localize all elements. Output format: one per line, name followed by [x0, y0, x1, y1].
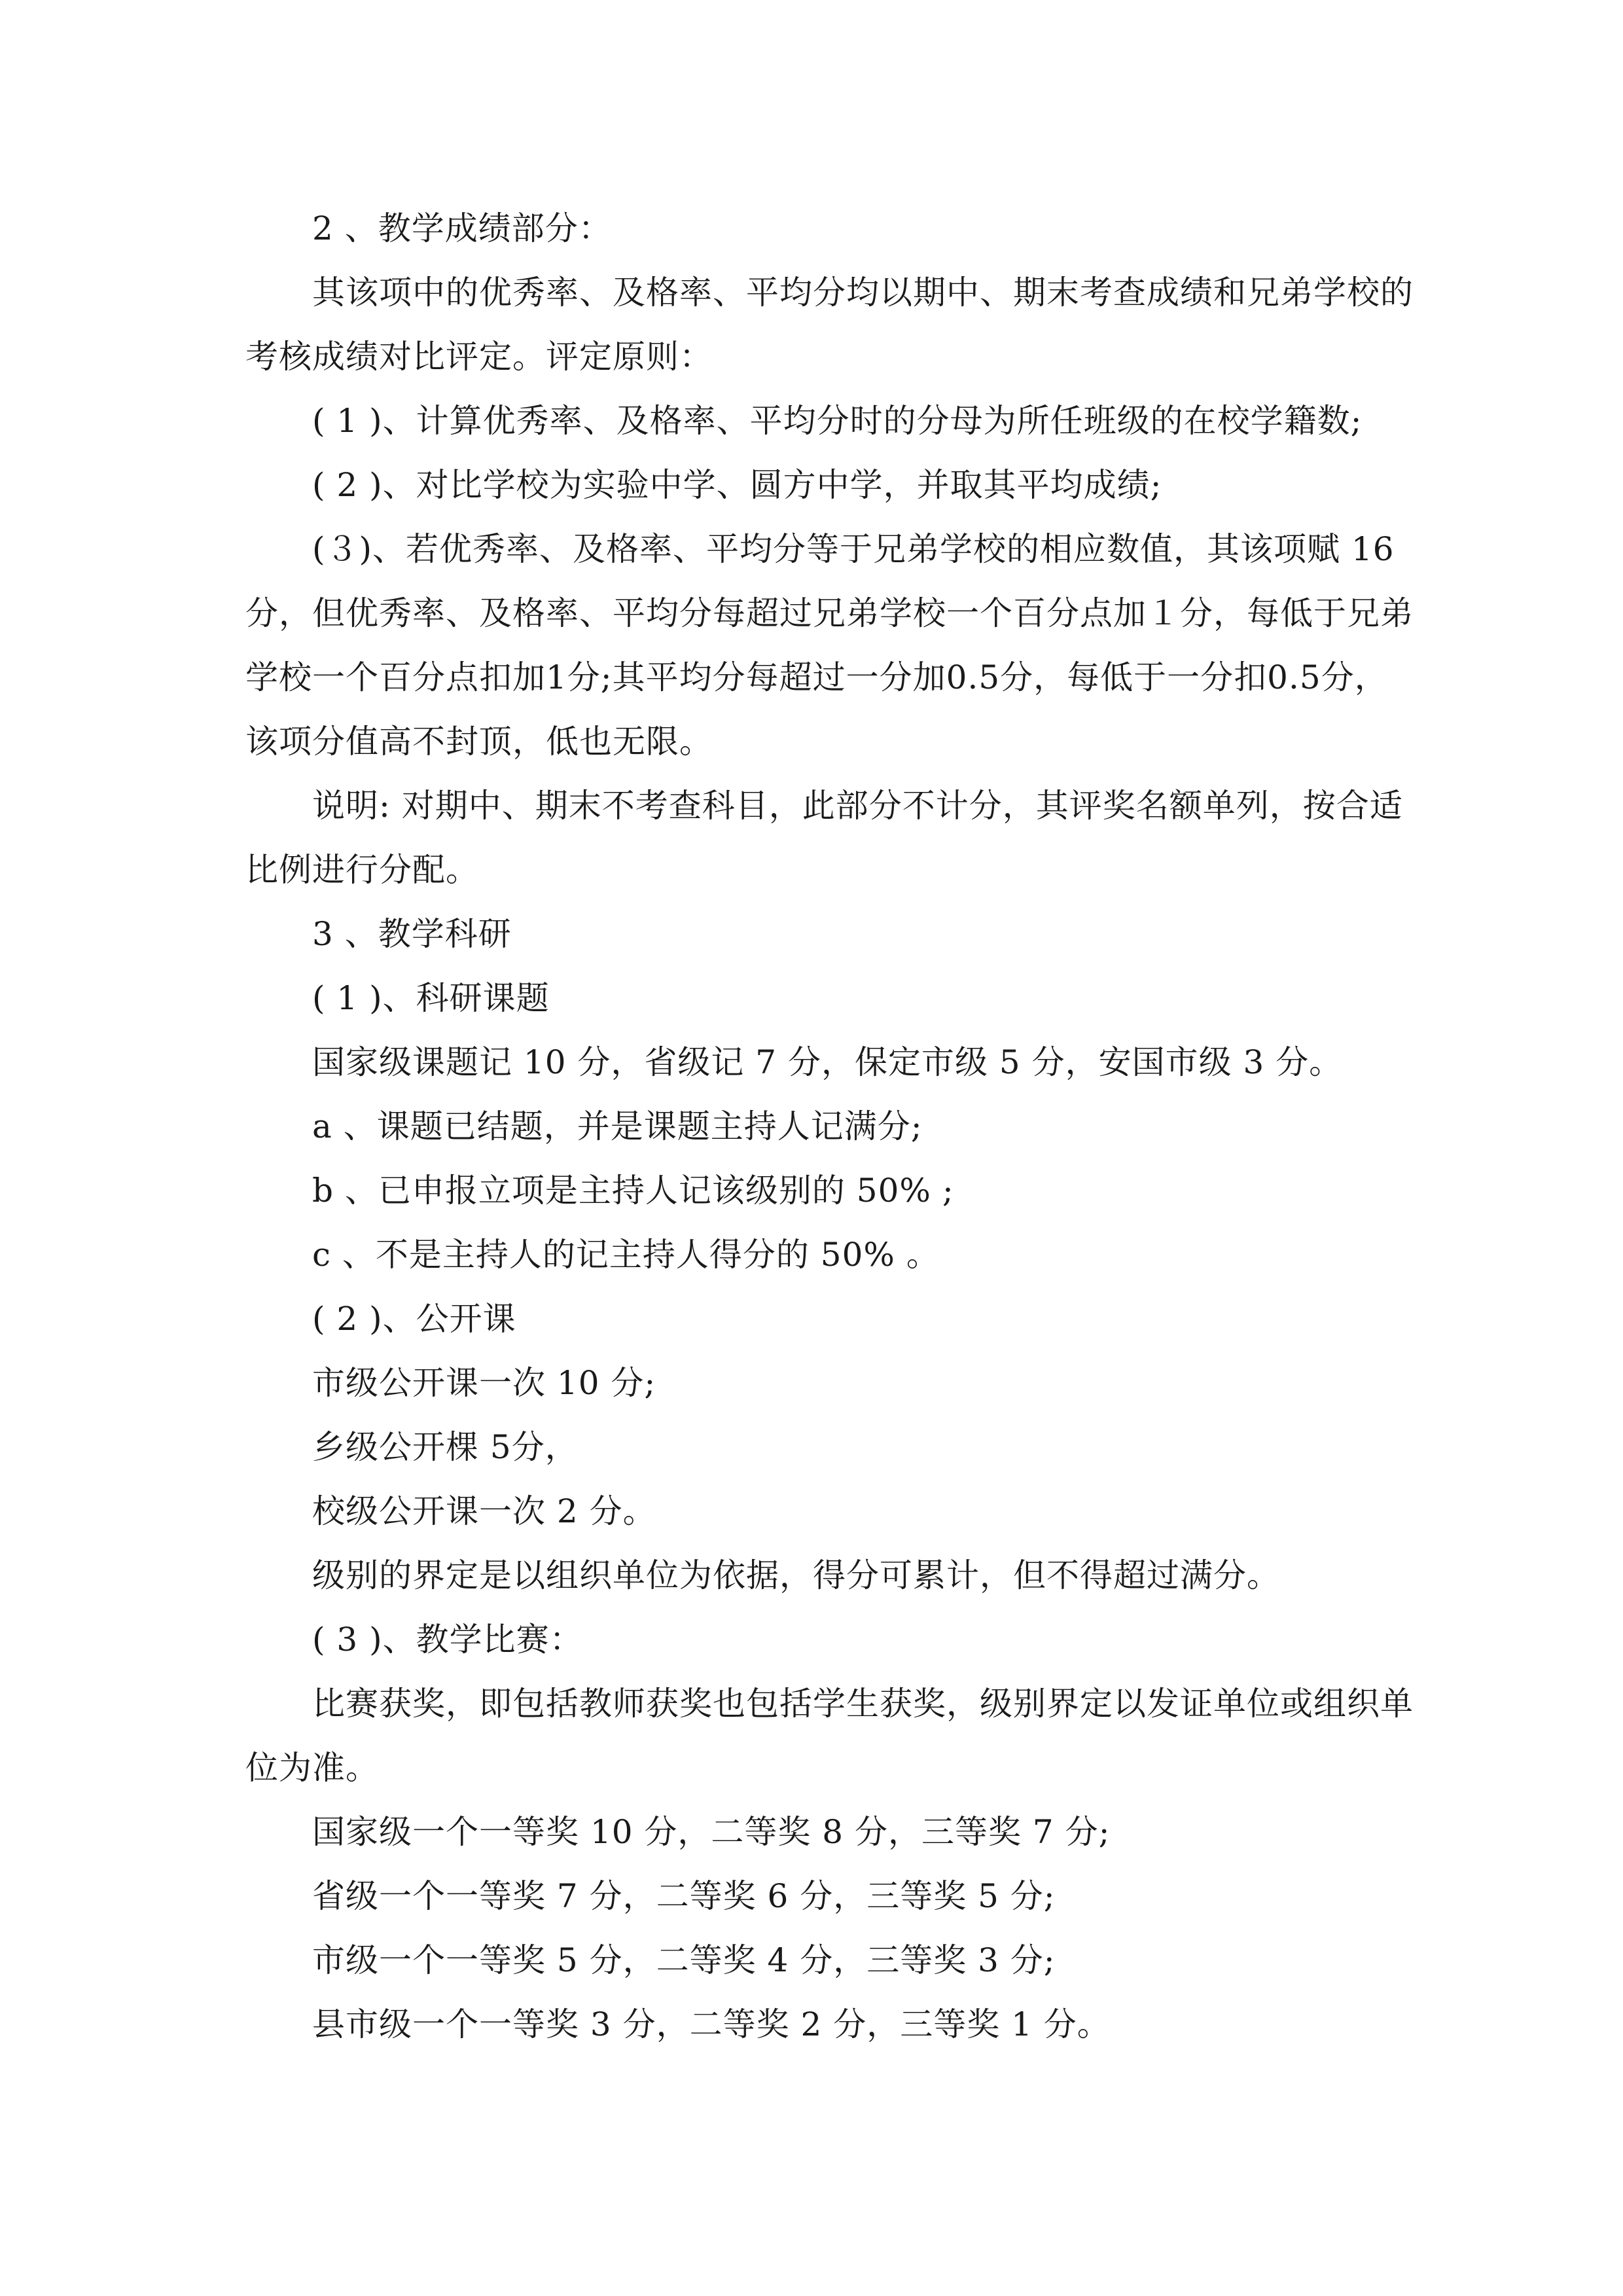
paragraph-line: 级别的界定是以组织单位为依据，得分可累计，但不得超过满分。: [312, 1556, 1280, 1594]
section-heading-teaching-results: 2 、教学成绩部分：: [312, 209, 612, 247]
paragraph-line: 考核成绩对比评定。评定原则：: [245, 338, 713, 376]
rule-item-3: (３)、若优秀率、及格率、平均分等于兄弟学校的相应数值，其该项赋 16: [312, 530, 1395, 568]
section-heading-teaching-research: 3 、教学科研: [312, 915, 512, 953]
award-line-provincial: 省级一个一等奖 7 分，二等奖 6 分，三等奖 5 分;: [312, 1877, 1056, 1915]
paragraph-line: 比赛获奖，即包括教师获奖也包括学生获奖，级别界定以发证单位或组织单: [312, 1685, 1414, 1723]
award-line-county: 县市级一个一等奖 3 分，二等奖 2 分，三等奖 1 分。: [312, 2005, 1111, 2043]
list-item-c: c 、不是主持人的记主持人得分的 50% 。: [312, 1236, 940, 1274]
paragraph-line: 位为准。: [245, 1749, 379, 1787]
paragraph-line: 校级公开课一次 2 分。: [312, 1492, 656, 1530]
paragraph-line: 分，但优秀率、及格率、平均分每超过兄弟学校一个百分点加１分，每低于兄弟: [245, 594, 1414, 632]
note-paragraph: 说明: 对期中、期末不考查科目，此部分不计分，其评奖名额单列，按合适: [312, 787, 1403, 825]
paragraph-line: 乡级公开棵 5分，: [312, 1428, 579, 1466]
rule-item-1: ( 1 )、计算优秀率、及格率、平均分时的分母为所任班级的在校学籍数;: [312, 402, 1363, 440]
list-item-b: b 、已申报立项是主持人记该级别的 50% ;: [312, 1172, 954, 1210]
paragraph-line: 国家级课题记 10 分，省级记 7 分，保定市级 5 分，安国市级 3 分。: [312, 1043, 1343, 1081]
paragraph-line: 该项分值高不封顶，低也无限。: [245, 723, 713, 761]
list-item-a: a 、课题已结题，并是课题主持人记满分;: [312, 1107, 923, 1145]
award-line-city: 市级一个一等奖 5 分，二等奖 4 分，三等奖 3 分;: [312, 1941, 1056, 1979]
subheading-teaching-competition: ( 3 )、教学比赛：: [312, 1621, 583, 1659]
document-body: [245, 196, 1414, 2056]
paragraph-line: 市级公开课一次 10 分;: [312, 1364, 656, 1402]
paragraph-line: 比例进行分配。: [245, 851, 479, 889]
subheading-research-topics: ( 1 )、科研课题: [312, 979, 550, 1017]
paragraph-line: 其该项中的优秀率、及格率、平均分均以期中、期末考查成绩和兄弟学校的: [312, 274, 1414, 312]
award-line-national: 国家级一个一等奖 10 分，二等奖 8 分，三等奖 7 分;: [312, 1813, 1111, 1851]
rule-item-2: ( 2 )、对比学校为实验中学、圆方中学，并取其平均成绩;: [312, 466, 1162, 504]
subheading-open-class: ( 2 )、公开课: [312, 1300, 516, 1338]
paragraph-line: 学校一个百分点扣加1分;其平均分每超过一分加0.5分，每低于一分扣0.5分，: [245, 658, 1388, 696]
